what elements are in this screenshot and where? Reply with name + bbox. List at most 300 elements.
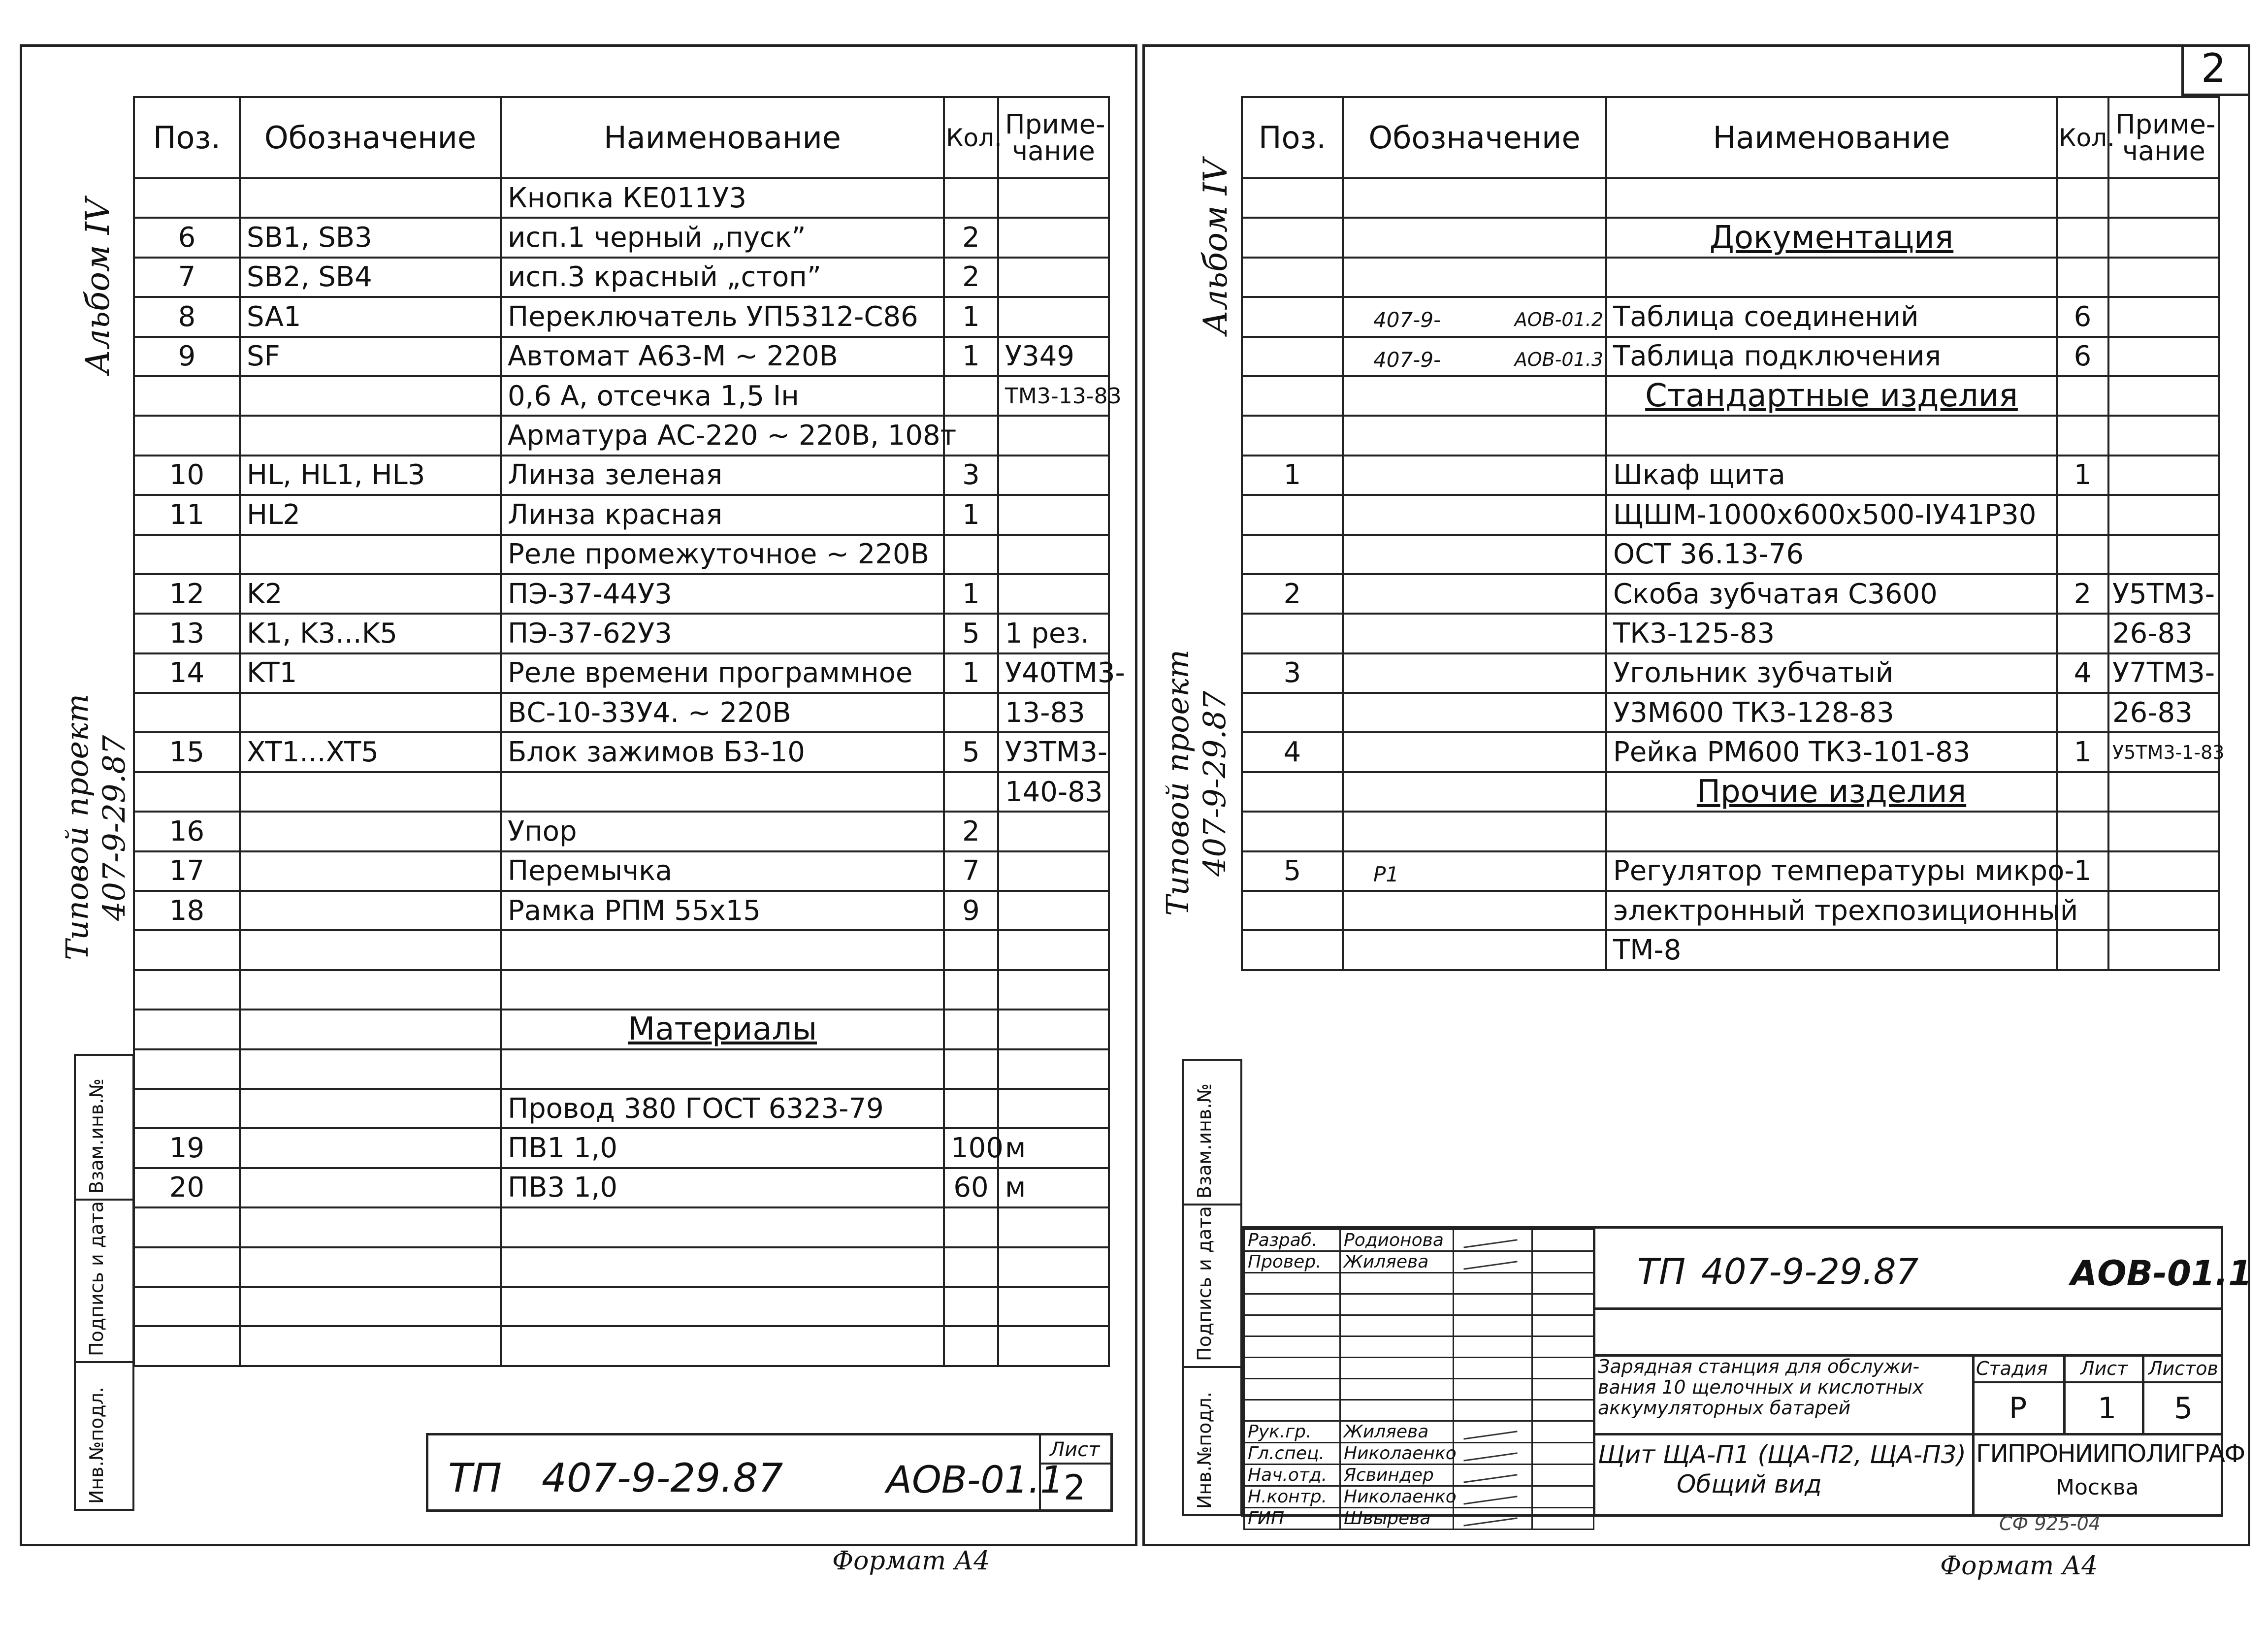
left-table-row <box>134 970 1109 1010</box>
signature-role: Нач.отд. <box>1244 1465 1340 1486</box>
left-row-qty: 1 <box>944 337 998 376</box>
right-table-row <box>1242 376 2219 416</box>
right-row-designation <box>1343 416 1606 455</box>
right-row-qty <box>2057 693 2108 732</box>
left-row-designation <box>240 693 501 732</box>
right-table-row <box>1242 337 2219 376</box>
right-row-name <box>1606 812 2057 851</box>
left-row-note <box>998 535 1109 574</box>
left-row-qty <box>944 1010 998 1049</box>
left-table-row <box>134 258 1109 297</box>
left-row-note: м <box>998 1128 1109 1168</box>
left-row-pos: 20 <box>134 1168 240 1207</box>
left-row-note <box>998 178 1109 218</box>
left-row-designation <box>240 1010 501 1049</box>
right-row-designation-doc: АОВ-01.3 <box>1514 348 1603 370</box>
signature-date <box>1532 1251 1594 1273</box>
right-stamp-sheet-label: Лист <box>2080 1358 2128 1379</box>
right-table-row <box>1242 891 2219 930</box>
right-row-qty <box>2057 495 2108 534</box>
left-row-designation <box>240 1287 501 1326</box>
left-table-row <box>134 614 1109 653</box>
left-stamp-doc: АОВ-01.1 <box>886 1458 1064 1501</box>
right-row-note <box>2108 178 2219 218</box>
left-row-qty <box>944 1049 998 1089</box>
right-row-designation <box>1343 456 1606 495</box>
left-table-row <box>134 891 1109 930</box>
left-row-note: 1 рез. <box>998 614 1109 653</box>
right-header-name: Наименование <box>1606 97 2057 178</box>
right-table-row <box>1242 812 2219 851</box>
left-row-name <box>501 772 944 812</box>
right-stamp-title-line1: Щит ЩА-П1 (ЩА-П2, ЩА-П3) <box>1598 1440 1966 1469</box>
signature-date <box>1532 1400 1594 1421</box>
left-row-note <box>998 1010 1109 1049</box>
right-row-pos <box>1242 772 1343 812</box>
left-row-name <box>501 1049 944 1089</box>
signature-row <box>1244 1251 1594 1273</box>
left-table-row <box>134 218 1109 257</box>
right-row-note: У5ТМ3- <box>2108 574 2219 614</box>
left-table-row <box>134 653 1109 693</box>
left-row-name: 0,6 А, отсечка 1,5 Ін <box>501 376 944 416</box>
right-row-name: Документация <box>1606 218 2057 257</box>
signature-date <box>1532 1465 1594 1486</box>
left-row-note <box>998 297 1109 336</box>
left-row-note: У3ТМ3- <box>998 732 1109 772</box>
right-row-note <box>2108 456 2219 495</box>
right-table-row <box>1242 653 2219 693</box>
signature-date <box>1532 1230 1594 1251</box>
left-header-qty: Кол. <box>944 97 998 178</box>
left-row-note <box>998 812 1109 851</box>
right-row-pos <box>1242 337 1343 376</box>
right-row-name: Угольник зубчатый <box>1606 653 2057 693</box>
signature-role <box>1244 1400 1340 1421</box>
left-row-name <box>501 930 944 970</box>
right-corner-sheet-number: 2 <box>2201 45 2226 91</box>
left-row-name: ПЭ-37-62У3 <box>501 614 944 653</box>
left-row-note: 140-83 <box>998 772 1109 812</box>
right-stamp-stage-value: Р <box>2009 1391 2027 1426</box>
right-table-row <box>1242 732 2219 772</box>
signature-date <box>1532 1486 1594 1508</box>
right-row-name: Таблица соединений <box>1606 297 2057 336</box>
left-row-name: исп.3 красный „стоп” <box>501 258 944 297</box>
left-table-row <box>134 574 1109 614</box>
right-row-designation <box>1343 693 1606 732</box>
right-row-pos <box>1242 297 1343 336</box>
signature-mark <box>1454 1336 1532 1358</box>
signature-date <box>1532 1421 1594 1443</box>
handwritten-signature <box>1462 1467 1517 1483</box>
right-table-row <box>1242 693 2219 732</box>
left-header-pos: Поз. <box>134 97 240 178</box>
left-row-pos <box>134 178 240 218</box>
left-row-qty: 1 <box>944 574 998 614</box>
right-row-name: ТК3-125-83 <box>1606 614 2057 653</box>
left-row-pos: 10 <box>134 456 240 495</box>
right-signature-grid <box>1243 1229 1594 1530</box>
left-row-qty <box>944 376 998 416</box>
left-row-pos <box>134 1010 240 1049</box>
left-table-row <box>134 337 1109 376</box>
signature-person <box>1340 1400 1454 1421</box>
right-row-designation <box>1343 812 1606 851</box>
right-header-designation: Обозначение <box>1343 97 1606 178</box>
left-row-name: Линза зеленая <box>501 456 944 495</box>
right-row-qty <box>2057 772 2108 812</box>
signature-date <box>1532 1379 1594 1400</box>
right-row-name: Регулятор температуры микро- <box>1606 851 2057 891</box>
left-row-pos: 8 <box>134 297 240 336</box>
left-row-designation <box>240 1207 501 1247</box>
left-row-note <box>998 970 1109 1010</box>
left-row-pos: 11 <box>134 495 240 534</box>
right-row-note: 26-83 <box>2108 614 2219 653</box>
left-format-label: Формат А4 <box>832 1546 990 1576</box>
right-row-designation <box>1343 891 1606 930</box>
right-side-label-replace: Взам.инв.№ <box>1194 1083 1215 1199</box>
left-title-block <box>426 1433 1113 1512</box>
left-row-pos <box>134 1287 240 1326</box>
left-row-name: Реле времени программное <box>501 653 944 693</box>
signature-role <box>1244 1294 1340 1315</box>
right-table-row <box>1242 218 2219 257</box>
signature-date <box>1532 1508 1594 1530</box>
right-project-line2: 407-9-29.87 <box>1197 690 1232 877</box>
left-row-name: Рамка РПМ 55х15 <box>501 891 944 930</box>
right-row-designation <box>1343 178 1606 218</box>
left-side-strip <box>74 1054 134 1511</box>
left-row-name: Перемычка <box>501 851 944 891</box>
signature-person: Жиляева <box>1340 1251 1454 1273</box>
left-row-note <box>998 851 1109 891</box>
right-row-note: 26-83 <box>2108 693 2219 732</box>
left-row-note: м <box>998 1168 1109 1207</box>
right-row-pos <box>1242 258 1343 297</box>
right-table-row <box>1242 258 2219 297</box>
right-row-note <box>2108 376 2219 416</box>
left-row-pos <box>134 1049 240 1089</box>
left-table-row <box>134 1089 1109 1128</box>
right-row-pos <box>1242 535 1343 574</box>
signature-row <box>1244 1508 1594 1530</box>
left-row-pos: 19 <box>134 1128 240 1168</box>
signature-mark <box>1454 1443 1532 1465</box>
left-project-line1: Типовой проект <box>59 693 95 960</box>
right-row-designation <box>1343 653 1606 693</box>
right-row-name <box>1606 178 2057 218</box>
right-row-pos <box>1242 178 1343 218</box>
signature-person: Швырева <box>1340 1508 1454 1530</box>
left-row-pos <box>134 1089 240 1128</box>
signature-person <box>1340 1315 1454 1336</box>
left-header-name: Наименование <box>501 97 944 178</box>
left-side-label-signature: Подпись и дата <box>86 1201 107 1356</box>
right-row-note: У7ТМ3- <box>2108 653 2219 693</box>
right-project-line1: Типовой проект <box>1160 649 1196 916</box>
left-row-designation: KT1 <box>240 653 501 693</box>
signature-role: Разраб. <box>1244 1230 1340 1251</box>
left-row-designation <box>240 376 501 416</box>
left-table-row <box>134 930 1109 970</box>
left-row-qty: 2 <box>944 218 998 257</box>
signature-row <box>1244 1336 1594 1358</box>
left-row-designation: HL, HL1, HL3 <box>240 456 501 495</box>
right-row-qty <box>2057 930 2108 970</box>
left-row-designation: K2 <box>240 574 501 614</box>
signature-mark <box>1454 1465 1532 1486</box>
left-row-pos: 16 <box>134 812 240 851</box>
right-row-pos <box>1242 693 1343 732</box>
right-row-designation <box>1343 930 1606 970</box>
left-row-qty <box>944 178 998 218</box>
right-row-note <box>2108 851 2219 891</box>
signature-role: Провер. <box>1244 1251 1340 1273</box>
right-row-qty: 1 <box>2057 456 2108 495</box>
signature-role: Гл.спец. <box>1244 1443 1340 1465</box>
left-row-pos <box>134 772 240 812</box>
left-row-qty <box>944 535 998 574</box>
signature-mark <box>1454 1358 1532 1379</box>
signature-date <box>1532 1443 1594 1465</box>
right-row-designation <box>1343 376 1606 416</box>
handwritten-signature <box>1462 1424 1517 1439</box>
left-row-pos <box>134 1247 240 1287</box>
left-row-name <box>501 1287 944 1326</box>
left-row-qty: 3 <box>944 456 998 495</box>
left-table-row <box>134 772 1109 812</box>
left-row-name: Материалы <box>501 1010 944 1049</box>
handwritten-signature <box>1462 1232 1517 1248</box>
right-row-note <box>2108 495 2219 534</box>
left-album-label: Альбом IV <box>79 198 117 374</box>
signature-person <box>1340 1336 1454 1358</box>
right-row-designation <box>1343 772 1606 812</box>
right-row-pos: 2 <box>1242 574 1343 614</box>
left-row-name: ПВ1 1,0 <box>501 1128 944 1168</box>
left-stamp-sheet-label: Лист <box>1050 1438 1100 1461</box>
signature-person <box>1340 1273 1454 1294</box>
left-header-note: Приме- чание <box>998 97 1109 178</box>
left-row-note: 13-83 <box>998 693 1109 732</box>
left-row-designation <box>240 970 501 1010</box>
left-row-pos <box>134 1326 240 1366</box>
left-table-row <box>134 1247 1109 1287</box>
right-stamp-sheets-value: 5 <box>2174 1391 2193 1426</box>
left-row-pos <box>134 535 240 574</box>
left-table-row <box>134 1128 1109 1168</box>
right-table-row <box>1242 930 2219 970</box>
right-row-designation <box>1343 535 1606 574</box>
left-row-qty <box>944 1326 998 1366</box>
signature-row <box>1244 1315 1594 1336</box>
left-row-pos <box>134 970 240 1010</box>
left-row-qty <box>944 772 998 812</box>
signature-date <box>1532 1358 1594 1379</box>
right-row-designation <box>1343 732 1606 772</box>
right-spec-table <box>1241 96 2225 971</box>
right-row-qty <box>2057 258 2108 297</box>
left-row-note <box>998 1049 1109 1089</box>
right-row-pos <box>1242 416 1343 455</box>
right-row-note: У5ТМ3-1-83 <box>2108 732 2219 772</box>
left-table-row <box>134 851 1109 891</box>
left-row-qty <box>944 693 998 732</box>
left-row-designation <box>240 1326 501 1366</box>
right-row-qty: 6 <box>2057 337 2108 376</box>
right-row-note <box>2108 772 2219 812</box>
handwritten-signature <box>1462 1489 1517 1504</box>
right-row-note <box>2108 218 2219 257</box>
left-row-qty: 60 <box>944 1168 998 1207</box>
left-row-qty: 5 <box>944 732 998 772</box>
left-row-qty <box>944 1089 998 1128</box>
right-row-pos <box>1242 376 1343 416</box>
right-row-name: Таблица подключения <box>1606 337 2057 376</box>
right-row-name: Рейка РМ600 ТК3-101-83 <box>1606 732 2057 772</box>
signature-row <box>1244 1294 1594 1315</box>
right-row-qty: 2 <box>2057 574 2108 614</box>
right-row-pos <box>1242 891 1343 930</box>
left-row-designation <box>240 1168 501 1207</box>
right-stamp-tp: ТП <box>1637 1251 1686 1292</box>
right-album-label: Альбом IV <box>1197 159 1234 335</box>
left-row-name <box>501 970 944 1010</box>
right-table-row <box>1242 456 2219 495</box>
signature-date <box>1532 1336 1594 1358</box>
left-row-designation <box>240 178 501 218</box>
right-table-row <box>1242 178 2219 218</box>
left-row-designation <box>240 1089 501 1128</box>
right-row-name: ТМ-8 <box>1606 930 2057 970</box>
right-row-pos <box>1242 614 1343 653</box>
left-row-name <box>501 1247 944 1287</box>
left-side-label-replace: Взам.инв.№ <box>86 1078 107 1194</box>
right-row-designation <box>1343 851 1606 891</box>
left-row-designation <box>240 851 501 891</box>
right-row-name: Стандартные изделия <box>1606 376 2057 416</box>
left-row-pos <box>134 693 240 732</box>
signature-row <box>1244 1400 1594 1421</box>
right-row-pos <box>1242 495 1343 534</box>
left-row-designation: SF <box>240 337 501 376</box>
left-row-qty <box>944 1207 998 1247</box>
right-row-name <box>1606 258 2057 297</box>
left-row-qty: 7 <box>944 851 998 891</box>
signature-mark <box>1454 1400 1532 1421</box>
left-row-name: ПЭ-37-44У3 <box>501 574 944 614</box>
left-row-note: У40ТМ3- <box>998 653 1109 693</box>
signature-row <box>1244 1273 1594 1294</box>
right-row-pos: 5 <box>1242 851 1343 891</box>
signature-role <box>1244 1315 1340 1336</box>
right-row-note <box>2108 535 2219 574</box>
left-row-designation <box>240 1247 501 1287</box>
left-row-pos: 14 <box>134 653 240 693</box>
left-row-note <box>998 416 1109 455</box>
left-row-pos: 7 <box>134 258 240 297</box>
right-row-designation-doc: АОВ-01.2 <box>1514 309 1603 331</box>
left-table-row <box>134 178 1109 218</box>
signature-row <box>1244 1443 1594 1465</box>
left-row-note <box>998 1326 1109 1366</box>
right-row-name <box>1606 416 2057 455</box>
right-row-note <box>2108 337 2219 376</box>
left-table-row <box>134 376 1109 416</box>
right-row-qty: 6 <box>2057 297 2108 336</box>
right-stamp-sheets-label: Листов <box>2148 1358 2218 1379</box>
right-table-row <box>1242 851 2219 891</box>
right-table-row <box>1242 495 2219 534</box>
right-row-designation <box>1343 218 1606 257</box>
right-row-designation <box>1343 337 1606 376</box>
right-stamp-city: Москва <box>2056 1475 2139 1500</box>
left-row-designation: K1, K3...K5 <box>240 614 501 653</box>
right-table-row <box>1242 574 2219 614</box>
left-table-row <box>134 297 1109 336</box>
left-table-row <box>134 732 1109 772</box>
left-table-row <box>134 1049 1109 1089</box>
signature-person <box>1340 1294 1454 1315</box>
left-table-row <box>134 1168 1109 1207</box>
right-row-qty <box>2057 178 2108 218</box>
left-row-note <box>998 495 1109 534</box>
signature-mark <box>1454 1315 1532 1336</box>
left-row-qty <box>944 1287 998 1326</box>
left-row-name <box>501 1326 944 1366</box>
right-table-row <box>1242 416 2219 455</box>
left-stamp-tp: ТП <box>448 1455 502 1501</box>
right-row-note <box>2108 930 2219 970</box>
right-format-label: Формат А4 <box>1940 1551 2098 1581</box>
right-table-row <box>1242 772 2219 812</box>
left-row-note: У349 <box>998 337 1109 376</box>
left-row-qty: 1 <box>944 297 998 336</box>
signature-date <box>1532 1273 1594 1294</box>
left-row-designation <box>240 535 501 574</box>
signature-mark <box>1454 1379 1532 1400</box>
signature-role: ГИП <box>1244 1508 1340 1530</box>
signature-person: Родионова <box>1340 1230 1454 1251</box>
left-row-qty: 5 <box>944 614 998 653</box>
signature-person: Николаенко <box>1340 1443 1454 1465</box>
left-row-designation <box>240 1049 501 1089</box>
right-row-note <box>2108 297 2219 336</box>
signature-role <box>1244 1358 1340 1379</box>
left-row-name: Блок зажимов Б3-10 <box>501 732 944 772</box>
left-row-name: Автомат А63-М ~ 220В <box>501 337 944 376</box>
left-table-row <box>134 456 1109 495</box>
right-table-row <box>1242 535 2219 574</box>
right-row-pos <box>1242 812 1343 851</box>
right-row-name: Скоба зубчатая С3600 <box>1606 574 2057 614</box>
right-row-designation <box>1343 574 1606 614</box>
right-row-qty <box>2057 535 2108 574</box>
left-table-row <box>134 535 1109 574</box>
left-row-name: ВС-10-33У4. ~ 220В <box>501 693 944 732</box>
left-table-row <box>134 416 1109 455</box>
right-row-name: ЩШМ-1000х600х500-IУ41Р30 <box>1606 495 2057 534</box>
left-row-note <box>998 891 1109 930</box>
left-row-designation <box>240 416 501 455</box>
left-row-pos: 6 <box>134 218 240 257</box>
right-extra-code: СФ 925-04 <box>1999 1513 2101 1534</box>
right-stamp-code: 407-9-29.87 <box>1701 1251 1919 1292</box>
left-row-designation: SA1 <box>240 297 501 336</box>
signature-date <box>1532 1294 1594 1315</box>
